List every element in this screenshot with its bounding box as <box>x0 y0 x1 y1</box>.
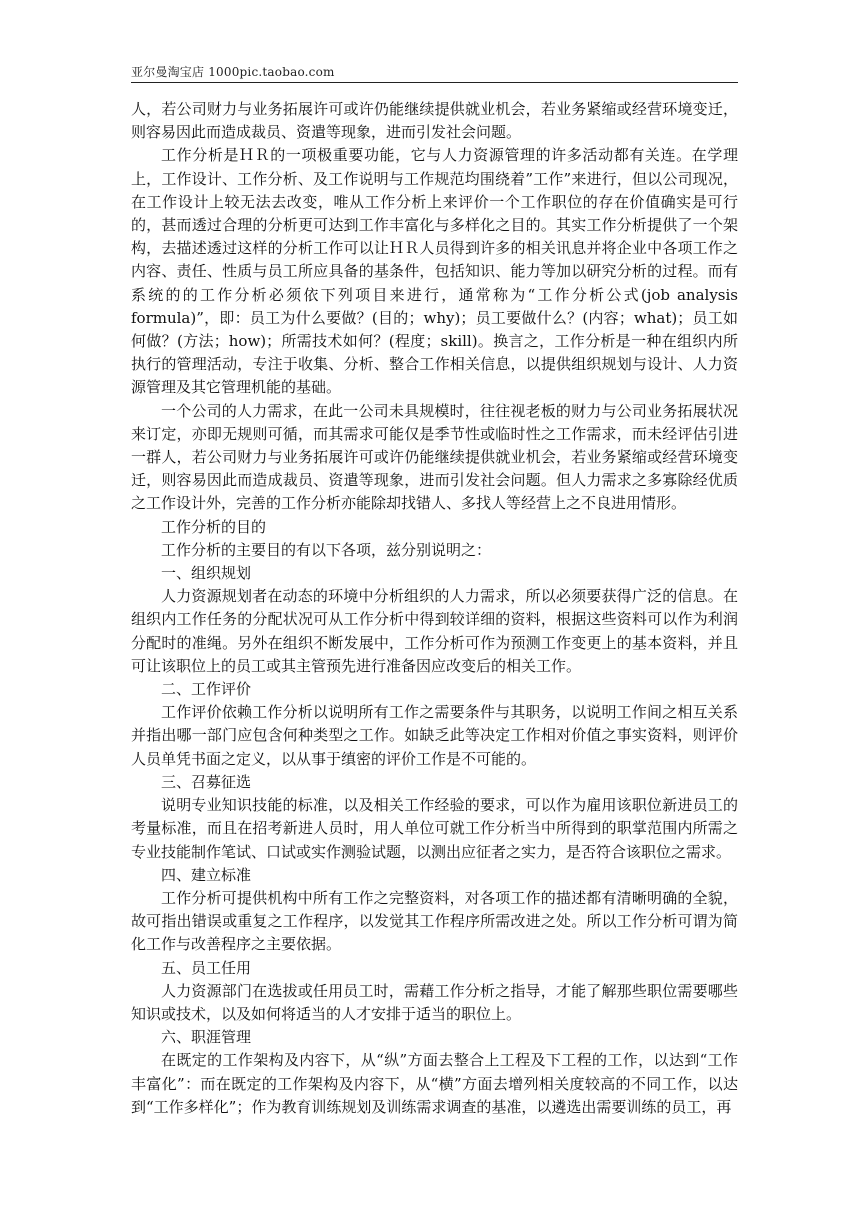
paragraph: 一个公司的人力需求，在此一公司未具规模时，往往视老板的财力与公司业务拓展状况来订定，亦即无规则可循，而其需求可能仅是季节性或临时性之工作需求，而未经评估引进一群人，若公司财力与业务拓展许可或许仍能继续提供就业机会，若业务紧缩或经营环境变迁，则容易因此而造成裁员、资遣等现象，进而引发社会问题。但人力需求之多寡除经优质之工作设计外，完善的工作分析亦能除却找错人、多找人等经营上之不良进用情形。 <box>131 401 738 513</box>
section-heading: 三、召募征选 <box>161 772 252 791</box>
paragraph: 在既定的工作架构及内容下，从“纵”方面去整合上工程及下工程的工作，以达到“工作丰富化”：而在既定的工作架构及内容下，从“横”方面去增列相关度较高的不同工作，以达到“工作多样化”；作为教育训练规划及训练需求调查的基准，以遴选出需要训练的员工，再 <box>131 1051 738 1116</box>
paragraph: 人力资源规划者在动态的环境中分析组织的人力需求，所以必须要获得广泛的信息。在组织内工作任务的分配状况可从工作分析中得到较详细的资料，根据这些资料可以作为利润分配时的准绳。另外在组织不断发展中，工作分析可作为预测工作变更上的基本资料，并且可让该职位上的员工或其主管预先进行准备因应改变后的相关工作。 <box>131 587 738 675</box>
paragraph: 人，若公司财力与业务拓展许可或许仍能继续提供就业机会，若业务紧缩或经营环境变迁，则容易因此而造成裁员、资遣等现象，进而引发社会问题。 <box>131 100 738 142</box>
section-heading: 四、建立标准 <box>161 865 252 884</box>
paragraph: 人力资源部门在选拔或任用员工时，需藉工作分析之指导，才能了解那些职位需要哪些知识或技术，以及如何将适当的人才安排于适当的职位上。 <box>131 981 738 1023</box>
page-header <box>131 60 738 83</box>
section-heading: 五、员工任用 <box>161 958 252 977</box>
paragraph: 工作评价依赖工作分析以说明所有工作之需要条件与其职务，以说明工作间之相互关系并指出哪一部门应包含何种类型之工作。如缺乏此等决定工作相对价值之事实资料，则评价人员单凭书面之定义，以从事于缜密的评价工作是不可能的。 <box>131 703 738 768</box>
paragraph: 工作分析可提供机构中所有工作之完整资料，对各项工作的描述都有清晰明确的全貌，故可指出错误或重复之工作程序，以发觉其工作程序所需改进之处。所以工作分析可谓为简化工作与改善程序之主要依据。 <box>131 888 738 954</box>
paragraph: 工作分析是ＨＲ的一项极重要功能，它与人力资源管理的许多活动都有关连。在学理上，工作设计、工作分析、及工作说明与工作规范均围绕着”工作”来进行，但以公司现况，在工作设计上较无法去改变，唯从工作分析上来评价一个工作职位的存在价值确实是可行的，甚而透过合理的分析更可达到工作丰富化与多样化之目的。其实工作分析提供了一个架构，去描述透过这样的分析工作可以让ＨＲ人员得到许多的相关讯息并将企业中各项工作之内容、责任、性质与员工所应具备的基条件，包括知识、能力等加以研究分析的过程。而有系统的的工作分析必须依下列项目来进行，通常称为“工作分析公式(job analysis formula)”，即：员工为什么要做？(目的；why)；员工要做什么？(内容；what)；员工如何做？(方法；how)；所需技术如何？(程度；skill)。换言之，工作分析是一种在组织内所执行的管理活动，专注于收集、分析、整合工作相关信息，以提供组织规划与设计、人力资源管理及其它管理机能的基础。 <box>131 146 738 397</box>
section-heading: 二、工作评价 <box>161 680 252 699</box>
paragraph: 说明专业知识技能的标准，以及相关工作经验的要求，可以作为雇用该职位新进员工的考量标准，而且在招考新进人员时，用人单位可就工作分析当中所得到的职掌范围内所需之专业技能制作笔试、口试或实作测验试题，以测出应征者之实力，是否符合该职位之需求。 <box>131 796 738 861</box>
header-text: 亚尔曼淘宝店 1000pic.taobao.com <box>131 65 335 79</box>
section-heading: 六、职涯管理 <box>161 1028 252 1047</box>
section-heading: 一、组织规划 <box>161 564 252 583</box>
paragraph: 工作分析的主要目的有以下各项，兹分别说明之： <box>161 540 492 559</box>
section-heading: 工作分析的目的 <box>161 517 267 536</box>
document-body <box>131 98 738 1119</box>
